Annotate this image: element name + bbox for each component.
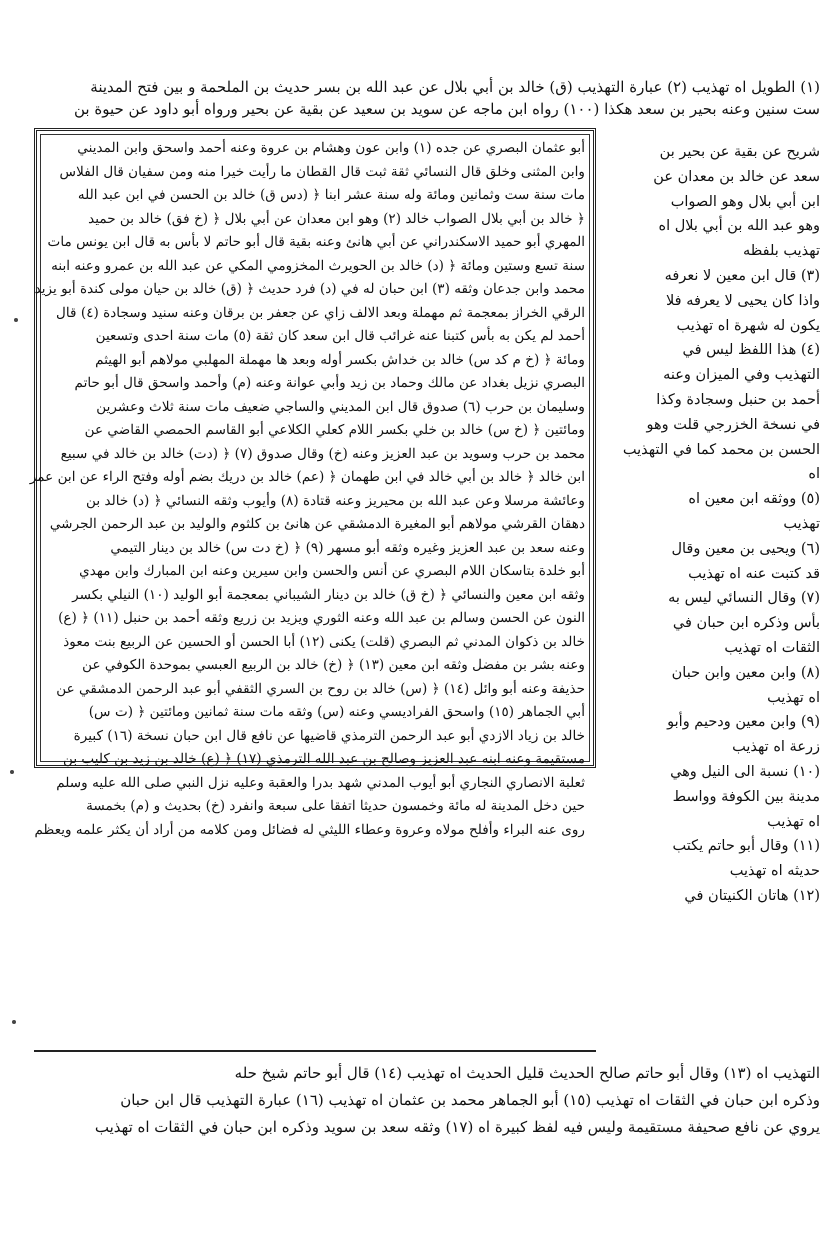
scan-speck <box>12 1020 16 1024</box>
main-text-line: وثقه ابن معين والنسائي ﴿ (خ ق) خالد بن دينار الشيباني بمعجمة أبو الوليد (١٠) النيلي بكسر <box>72 586 585 603</box>
footnote-divider <box>34 1050 596 1052</box>
scan-speck <box>14 318 18 322</box>
main-text-line: محمد بن حرب وسويد بن عبد العزيز وعنه (خ) وقال صدوق (٧) ﴿ (دت) خالد بن خالد في سبيع <box>60 445 585 462</box>
main-text-line: وعنه بشر بن مفضل وثقه ابن معين (١٣) ﴿ (خ) خالد بن الربيع العبسي بموحدة الكوفي عن <box>82 657 585 673</box>
margin-note-line: ابن أبي بلال وهو الصواب <box>670 193 820 210</box>
margin-note-line: (١٢) هاتان الكنيتان في <box>684 887 820 904</box>
margin-note-line: سعد عن خالد بن معدان عن <box>653 168 820 185</box>
main-text-line: دهقان القرشي مولاهم أبو المغيرة الدمشقي عن هانئ بن كلثوم والوليد بن عبد الرحمن الجرشي <box>49 516 585 532</box>
margin-note-line: (٤) هذا اللفظ ليس في <box>682 342 820 359</box>
main-text-line: ابن خالد ﴿ خالد بن أبي خالد في ابن طهمان ﴿ (عم) خالد بن دريك بضم أوله وفتح الراء عن ابن عمر <box>29 469 585 485</box>
main-text-line: أحمد لم يكن به بأس كتبنا عنه غرائب قال ابن سعد كان ثقة (٥) مات سنة احدى وتسعين <box>95 328 585 344</box>
margin-note-line: واذا كان يحيى لا يعرفه فلا <box>666 292 820 309</box>
main-text-line: خالد بن ذكوان المدني ثم البصري (قلت) يكنى (١٢) أبا الحسن أو الحسين عن الربيع بنت معوذ <box>63 633 585 650</box>
margin-note-line: (٥) ووثقه ابن معين اه <box>688 491 820 508</box>
margin-note-line: التهذيب وفي الميزان وعنه <box>663 367 820 384</box>
margin-notes <box>604 140 820 904</box>
margin-note-line: مدينة بين الكوفة وواسط <box>672 788 820 805</box>
main-text-line: وابن المثنى وخلق قال النسائي ثقة ثبت قال القطان ما رأيت خيرا منه ومن سفيان قال الفلاس <box>59 163 585 180</box>
main-text-line: مستقيمة وعنه ابنه عبد العزيز وصالح بن عبد الله الترمذي (١٧) ﴿ (ع) خالد بن زيد بن كليب بن <box>62 751 585 767</box>
top-footnotes <box>40 76 820 120</box>
bottom-footnote-line: التهذيب اه (١٣) وقال أبو حاتم صالح الحديث قليل الحديث اه تهذيب (١٤) قال أبو حاتم شيخ حله <box>234 1064 820 1082</box>
bottom-footnote-line: وذكره ابن حبان في الثقات اه تهذيب (١٥) أبو الجماهر محمد بن عثمان اه تهذيب (١٦) عبارة التهذيب قال ابن حبان <box>120 1091 820 1109</box>
margin-note-line: تهذيب <box>783 515 820 532</box>
margin-note-line: (٧) وقال النسائي ليس به <box>668 590 820 607</box>
scan-speck <box>10 770 14 774</box>
main-text-line: ومائة ﴿ (خ م كد س) خالد بن خداش بكسر أوله وبعد ها مهملة المهلبي مولاهم أبو الهيثم <box>95 351 585 368</box>
main-text-block <box>29 137 585 842</box>
main-text-line: سنة تسع وستين ومائة ﴿ (د) خالد بن الحويرث المخزومي المكي عن عبد الله بن عمرو وعنه ابنه <box>51 257 585 274</box>
margin-note-line: يكون له شهرة اه تهذيب <box>676 317 820 334</box>
margin-note-line: شريح عن بقية عن بحير بن <box>659 144 820 160</box>
margin-note-line: (٦) ويحيى بن معين وقال <box>671 540 820 557</box>
margin-note-line: الثقات اه تهذيب <box>724 639 820 656</box>
margin-note-line: (٩) وابن معين ودحيم وأبو <box>667 714 820 731</box>
margin-note-line: (٣) قال ابن معين لا نعرفه <box>664 267 820 284</box>
main-text-line: المهري أبو حميد الاسكندراني عن أبي هانئ وعنه بقية قال أبو حاتم لا بأس به قال ابن يونس مات <box>47 234 585 250</box>
main-text-line: حذيفة وعنه أبو وائل (١٤) ﴿ (س) خالد بن روح بن السري الثقفي أبو عبد الرحمن الدمشقي عن <box>56 680 585 697</box>
margin-note-line: الحسن بن محمد كما في التهذيب <box>622 441 820 458</box>
margin-note-line: (٨) وابن معين وابن حبان <box>671 664 820 681</box>
margin-note-line: اه <box>808 466 820 483</box>
bottom-footnotes <box>40 1060 820 1141</box>
margin-note-line: بأس وذكره ابن حبان في <box>672 615 820 632</box>
margin-note-line: زرعة اه تهذيب <box>732 739 820 756</box>
margin-note-line: اه تهذيب <box>767 813 820 830</box>
margin-note-line: (١٠) نسبة الى النيل وهي <box>670 763 820 780</box>
margin-note-line: أحمد بن حنبل وسجادة وكذا <box>656 391 820 408</box>
main-text-line: أبو خلدة بتاسكان اللام البصري عن أنس والحسن وابن سيرين وعنه ابن المبارك وابن مهدي <box>79 563 585 579</box>
main-text-line: أبي الجماهر (١٥) واسحق الفراديسي وعنه (س) وثقه مات سنة ثمانين ومائتين ﴿ (ت س) <box>88 704 585 720</box>
main-text-line: خالد بن زياد الازدي أبو عبد الرحمن الترمذي قاضيها عن نافع قال ابن حبان نسخة (١٦) كبيرة <box>73 727 585 744</box>
main-text-line: روى عنه البراء وأفلح مولاه وعروة وعطاء الليثي له فضائل ومن كلامه من أراد أن يكثر علمه ويعظم <box>34 821 585 838</box>
main-text-line: وعائشة مرسلا وعن عبد الله بن محيريز وعنه قتادة (٨) وأيوب وثقه النسائي ﴿ (د) خالد بن <box>86 492 585 509</box>
margin-note-line: تهذيب بلفظه <box>742 243 820 260</box>
margin-note-line: في نسخة الخزرجي قلت وهو <box>646 416 820 433</box>
top-footnote-line: (١) الطويل اه تهذيب (٢) عبارة التهذيب (ق) خالد بن أبي بلال عن عبد الله بن بسر حديث بن الملحمة و بين فتح المدينة <box>90 78 820 96</box>
main-text-line: ﴿ خالد بن أبي بلال الصواب خالد (٢) وهو ابن معدان عن أبي بلال ﴿ (خ فق) خالد بن حميد <box>88 210 585 227</box>
bottom-footnote-line: يروي عن نافع صحيفة مستقيمة وليس فيه لفظ كبيرة اه (١٧) وثقه سعد بن سويد وذكره ابن حبان في الثقات اه تهذيب <box>94 1118 820 1136</box>
main-text-line: ثعلبة الانصاري النجاري أبو أيوب المدني شهد بدرا والعقبة وعليه نزل النبي صلى الله عليه وسلم <box>56 774 585 791</box>
main-text-line: محمد وابن جدعان وثقه (٣) ابن حبان له في (د) فرد حديث ﴿ (ق) خالد بن حيان مولى كندة أبو يزيد <box>34 281 585 297</box>
main-text-line: وسليمان بن حرب (٦) صدوق قال ابن المديني والساجي ضعيف مات سنة ثلاث وعشرين <box>96 398 585 415</box>
margin-note-line: وهو عبد الله بن أبي بلال اه <box>658 218 820 235</box>
main-text-line: الرقي الخراز بمعجمة ثم مهملة وبعد الالف زاي عن جعفر بن برقان وعنه سنيد وسجادة (٤) قال <box>56 304 585 321</box>
main-text-line: حين دخل المدينة له مائة وخمسون حديثا اتفقا على سبعة وانفرد (خ) بحديث و (م) بخمسة <box>86 798 585 814</box>
main-text-line: البصري نزيل بغداد عن مالك وحماد بن زيد وأبي عوانة وعنه (م) وأحمد واسحق قال أبو حاتم <box>74 375 585 391</box>
main-text-line: مات سنة ست وثمانين ومائة وله سنة عشر ابنا ﴿ (دس ق) خالد بن الحسن في ابن عبد الله <box>77 187 585 203</box>
main-text-line: النون عن الحسن وسالم بن عبد الله وعنه الثوري ويزيد بن زريع وثقه أحمد بن حنبل (١١) ﴿ (ع) <box>58 610 585 626</box>
margin-note-line: (١١) وقال أبو حاتم يكتب <box>672 838 820 855</box>
main-text-frame <box>29 128 596 838</box>
main-text-line: وعنه سعد بن عبد العزيز وغيره وثقه أبو مسهر (٩) ﴿ (خ دت س) خالد بن دينار التيمي <box>110 539 585 556</box>
margin-note-line: اه تهذيب <box>767 689 820 706</box>
top-footnote-line: ست سنين وعنه بحير بن سعد هكذا (١٠٠) رواه ابن ماجه عن سويد بن سعيد عن بقية عن بحير ورواه أبو داود عن حيوة بن <box>73 100 820 118</box>
margin-note-line: حديثه اه تهذيب <box>729 863 820 880</box>
margin-note-line: قد كتبت عنه اه تهذيب <box>688 565 820 582</box>
main-text-line: ومائتين ﴿ (خ س) خالد بن خلي بكسر اللام كعلي الكلاعي أبو القاسم الحمصي القاضي عن <box>84 422 585 438</box>
main-text-line: أبو عثمان البصري عن جده (١) وابن عون وهشام بن عروة وعنه أحمد واسحق وابن المديني <box>77 140 585 156</box>
